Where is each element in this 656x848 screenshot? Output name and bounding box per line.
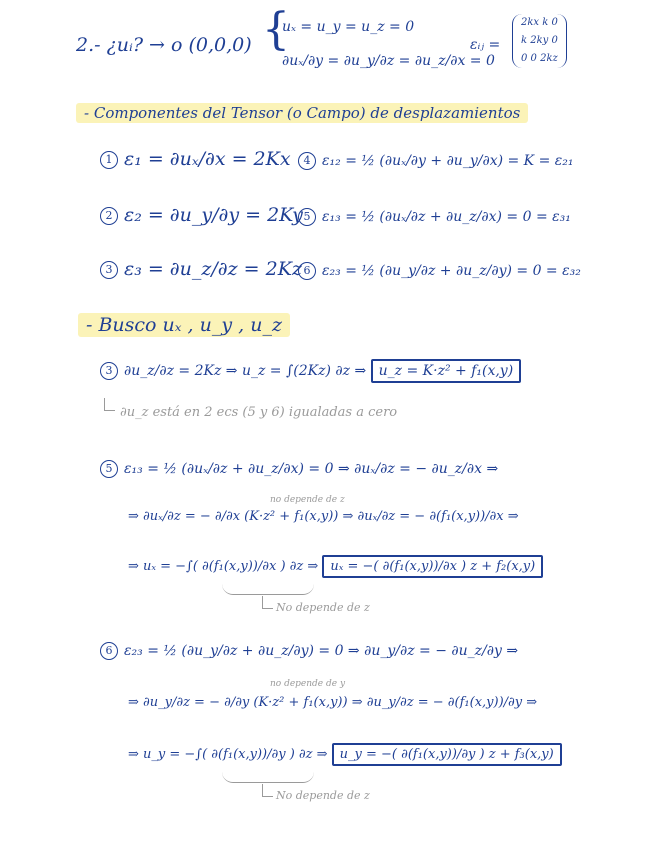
- note-1: ∂u_z está en 2 ecs (5 y 6) igualadas a cero: [120, 405, 398, 420]
- condition-2: ∂uₓ/∂y = ∂u_y/∂z = ∂u_z/∂x = 0: [282, 53, 495, 69]
- result-uy: u_y = −( ∂(f₁(x,y))/∂y ) z + f₃(x,y): [332, 743, 562, 766]
- underbrace-1: [222, 584, 314, 595]
- eq-2: 2 ε₂ = ∂u_y/∂y = 2Ky: [100, 206, 303, 225]
- brace: {: [262, 4, 290, 55]
- tensor-label: εᵢⱼ =: [470, 37, 501, 53]
- step-5-c: ⇒ uₓ = −∫( ∂(f₁(x,y))/∂x ) ∂z ⇒ uₓ = −( ∂(f₁(x,y))/∂x ) z + f₂(x,y): [128, 560, 543, 573]
- tensor-row-3: 0 0 2kz: [521, 53, 558, 64]
- underbrace-2: [222, 772, 314, 783]
- condition-1: uₓ = u_y = u_z = 0: [282, 19, 415, 35]
- step-6-a: 6 ε₂₃ = ½ (∂u_y/∂z + ∂u_z/∂y) = 0 ⇒ ∂u_y/∂z = − ∂u_z/∂y ⇒: [100, 642, 518, 660]
- tensor-row-2: k 2ky 0: [521, 35, 558, 46]
- eq-3: 3 ε₃ = ∂u_z/∂z = 2Kz: [100, 260, 302, 279]
- eq-1: 1 ε₁ = ∂uₓ/∂x = 2Kx: [100, 150, 291, 169]
- step-5-a: 5 ε₁₃ = ½ (∂uₓ/∂z + ∂u_z/∂x) = 0 ⇒ ∂uₓ/∂z = − ∂u_z/∂x ⇒: [100, 460, 498, 478]
- step-6-b: ⇒ ∂u_y/∂z = − ∂/∂y (K·z² + f₁(x,y)) ⇒ ∂u_y/∂z = − ∂(f₁(x,y))/∂y ⇒: [128, 695, 538, 710]
- note-arrow-3: [262, 784, 273, 797]
- note-arrow: [104, 398, 115, 411]
- section-1-title: - Componentes del Tensor (o Campo) de desplazamientos: [76, 106, 528, 121]
- eq-5: 5 ε₁₃ = ½ (∂uₓ/∂z + ∂u_z/∂x) = 0 = ε₃₁: [298, 208, 571, 226]
- tensor-row-1: 2kx k 0: [521, 17, 558, 28]
- tensor-matrix: [512, 14, 567, 68]
- note-arrow-2: [262, 596, 273, 609]
- problem-statement: 2.- ¿uᵢ? → o (0,0,0): [76, 34, 252, 56]
- step-6-c: ⇒ u_y = −∫( ∂(f₁(x,y))/∂y ) ∂z ⇒ u_y = −( ∂(f₁(x,y))/∂y ) z + f₃(x,y): [128, 748, 562, 761]
- note-2: No depende de z: [276, 601, 370, 614]
- step-5-tiny-note: no depende de z: [270, 495, 345, 505]
- eq-4: 4 ε₁₂ = ½ (∂uₓ/∂y + ∂u_y/∂x) = K = ε₂₁: [298, 152, 574, 170]
- step-6-tiny-note: no depende de y: [270, 679, 346, 689]
- eq-6: 6 ε₂₃ = ½ (∂u_y/∂z + ∂u_z/∂y) = 0 = ε₃₂: [298, 262, 581, 280]
- step-3: 3 ∂u_z/∂z = 2Kz ⇒ u_z = ∫(2Kz) ∂z ⇒ u_z = K·z² + f₁(x,y): [100, 362, 521, 380]
- step-5-b: ⇒ ∂uₓ/∂z = − ∂/∂x (K·z² + f₁(x,y)) ⇒ ∂uₓ/∂z = − ∂(f₁(x,y))/∂x ⇒: [128, 509, 519, 524]
- section-2-title: - Busco uₓ , u_y , u_z: [78, 316, 290, 335]
- result-uz: u_z = K·z² + f₁(x,y): [371, 359, 522, 383]
- result-ux: uₓ = −( ∂(f₁(x,y))/∂x ) z + f₂(x,y): [322, 555, 543, 578]
- note-3: No depende de z: [276, 789, 370, 802]
